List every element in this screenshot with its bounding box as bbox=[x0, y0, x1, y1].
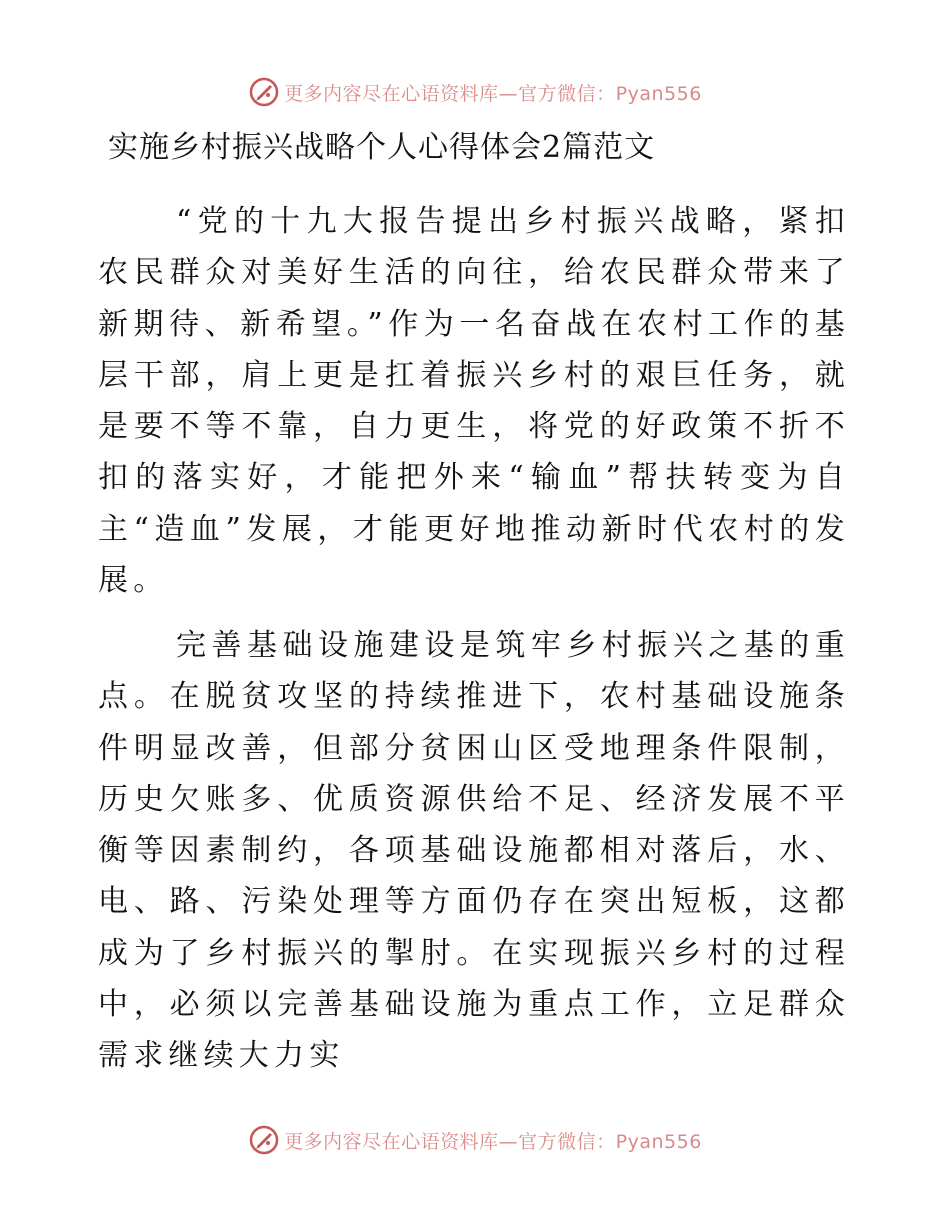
watermark-text: 更多内容尽在心语资料库—官方微信：Pyan556 bbox=[284, 82, 702, 105]
footer-watermark bbox=[0, 1120, 950, 1160]
document-title: 实施乡村振兴战略个人心得体会2篇范文 bbox=[108, 130, 656, 165]
watermark-group bbox=[248, 1124, 702, 1156]
paragraph-2: 完善基础设施建设是筑牢乡村振兴之基的重点。在脱贫攻坚的持续推进下，农村基础设施条件明显改善，但部分贫困山区受地理条件限制，历史欠账多、优质资源供给不足、经济发展不平衡等因素制约，各项基础设施都相对落后，水、电、路、污染处理等方面仍存在突出短板，这都成为了乡村振兴的掣肘。在实现振兴乡村的过程中，必须以完善基础设施为重点工作，立足群众需求继续大力实 bbox=[98, 628, 850, 1074]
header-watermark bbox=[0, 72, 950, 112]
quill-seal-icon bbox=[248, 76, 280, 108]
watermark-text: 更多内容尽在心语资料库—官方微信：Pyan556 bbox=[284, 1130, 702, 1153]
watermark-group bbox=[248, 76, 702, 108]
quill-seal-icon bbox=[248, 1124, 280, 1156]
paragraph-1: “党的十九大报告提出乡村振兴战略，紧扣农民群众对美好生活的向往，给农民群众带来了新期待、新希望。”作为一名奋战在农村工作的基层干部，肩上更是扛着振兴乡村的艰巨任务，就是要不等不靠，自力更生，将党的好政策不折不扣的落实好，才能把外来“输血”帮扶转变为自主“造血”发展，才能更好地推动新时代农村的发展。 bbox=[98, 204, 850, 599]
